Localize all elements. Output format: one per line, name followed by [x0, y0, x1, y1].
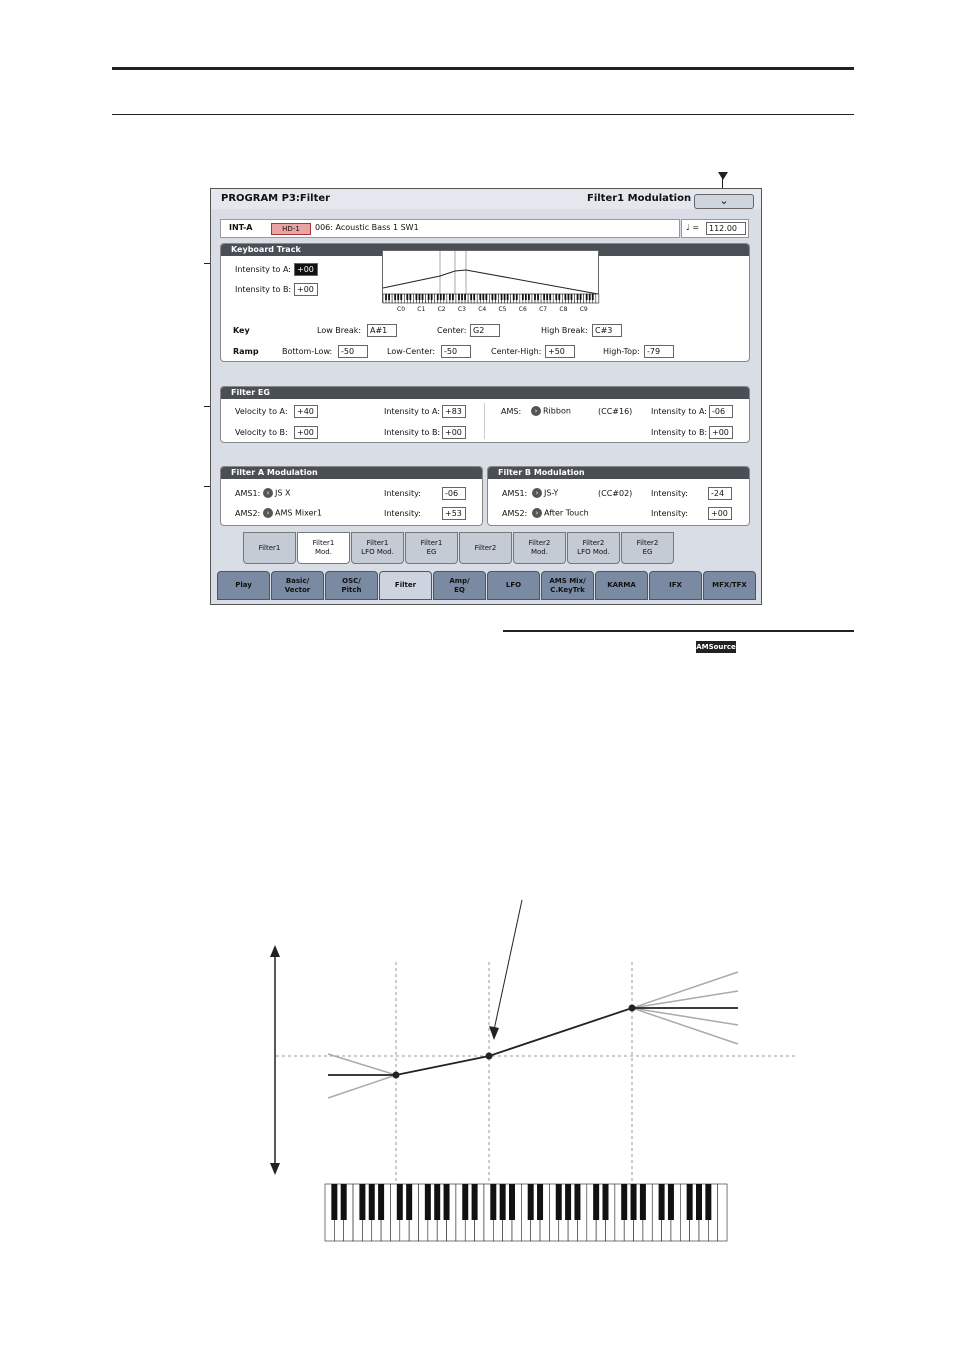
program-bank: INT-A [229, 223, 253, 232]
black-key [687, 1184, 693, 1220]
fa-ams2-select[interactable] [263, 508, 322, 518]
keyboard-track-graph [382, 250, 600, 312]
black-key [461, 294, 463, 300]
black-key [369, 1184, 375, 1220]
eg-ams-int-a-label: Intensity to A: [651, 407, 707, 416]
fb-ams2-value: After Touch [544, 508, 589, 518]
black-key [431, 294, 433, 300]
black-key [462, 1184, 468, 1220]
white-key [596, 294, 599, 303]
black-key [513, 294, 515, 300]
kt-int-b-label: Intensity to B: [235, 285, 292, 294]
black-key [419, 294, 421, 300]
subtab-filter2[interactable]: Filter2 [459, 532, 512, 564]
filter-eg-header: Filter EG [221, 387, 749, 399]
black-key [385, 294, 387, 300]
black-key [507, 294, 509, 300]
center-field[interactable]: G2 [470, 324, 500, 337]
eg-vel-b-field[interactable]: +00 [294, 426, 318, 439]
hd1-badge: HD-1 [271, 223, 311, 235]
fa-ams2-value: AMS Mixer1 [275, 508, 322, 518]
fa-ams2-int-field[interactable]: +53 [442, 507, 466, 520]
subtab-filter2-mod[interactable]: Filter2 Mod. [513, 532, 566, 564]
filter-a-mod-header: Filter A Modulation [221, 467, 482, 479]
kt-int-b-field[interactable]: +00 [294, 283, 318, 296]
fb-ams1-value: JS-Y [544, 488, 559, 498]
fb-ams2-select[interactable] [532, 508, 589, 518]
black-key [437, 294, 439, 300]
black-key [485, 294, 487, 300]
octave-label: C9 [579, 306, 588, 313]
tab-ams-mix[interactable]: AMS Mix/ C.KeyTrk [541, 571, 594, 600]
high-top-label: High-Top: [603, 347, 640, 356]
page-menu-callout-arrow [716, 172, 730, 182]
black-key [495, 294, 497, 300]
eg-vel-a-label: Velocity to A: [235, 407, 288, 416]
tab-lfo[interactable]: LFO [487, 571, 540, 600]
octave-label: C4 [478, 306, 487, 313]
black-key [479, 294, 481, 300]
high-break-field[interactable]: C#3 [592, 324, 622, 337]
subtab-filter2-lfo-mod[interactable]: Filter2 LFO Mod. [567, 532, 620, 564]
chevron-right-icon: › [263, 508, 273, 518]
tab-amp-eq[interactable]: Amp/ EQ [433, 571, 486, 600]
high-break-label: High Break: [541, 326, 588, 335]
center-high-field[interactable]: +50 [545, 345, 575, 358]
filter-a-mod-section [220, 466, 483, 526]
eg-int-b-field[interactable]: +00 [442, 426, 466, 439]
program-select[interactable] [220, 219, 680, 238]
kt-int-a-field[interactable]: +00 [294, 263, 318, 276]
tempo-symbol: ♩ = [686, 223, 700, 232]
eg-ams-value: Ribbon [543, 406, 571, 416]
black-key [440, 294, 442, 300]
octave-label: C6 [518, 306, 527, 313]
center-label: Center: [437, 326, 467, 335]
ramp-label: Ramp [233, 347, 259, 356]
ams-source-badge: AMSource [696, 643, 736, 651]
center-high-label: Center-High: [491, 347, 542, 356]
black-key [428, 294, 430, 300]
white-key [718, 1184, 727, 1241]
black-key [397, 294, 399, 300]
eg-int-b-label: Intensity to B: [384, 428, 441, 437]
black-key [525, 294, 527, 300]
fa-ams2-label: AMS2: [235, 509, 261, 518]
tab-mfx-tfx[interactable]: MFX/TFX [703, 571, 756, 600]
black-key [388, 294, 390, 300]
octave-label: C8 [559, 306, 568, 313]
subtab-filter1-eg[interactable]: Filter1 EG [405, 532, 458, 564]
eg-ams-int-a-field[interactable]: -06 [709, 405, 733, 418]
filter-b-mod-section [487, 466, 750, 526]
black-key [409, 294, 411, 300]
tab-ifx[interactable]: IFX [649, 571, 702, 600]
subtab-filter1[interactable]: Filter1 [243, 532, 296, 564]
black-key [603, 1184, 609, 1220]
black-key [580, 294, 582, 300]
black-key [473, 294, 475, 300]
black-key [416, 294, 418, 300]
fa-ams1-int-label: Intensity: [384, 489, 421, 498]
fa-ams2-int-label: Intensity: [384, 509, 421, 518]
fb-ams2-int-field[interactable]: +00 [708, 507, 732, 520]
keyboard-track-section [220, 243, 750, 362]
eg-vel-b-label: Velocity to B: [235, 428, 288, 437]
black-key [452, 294, 454, 300]
black-key [341, 1184, 347, 1220]
bottom-low-label: Bottom-Low: [282, 347, 333, 356]
kt-int-a-label: Intensity to A: [235, 265, 291, 274]
header-rule [112, 114, 854, 115]
eg-ams-select[interactable] [531, 406, 571, 416]
black-key [558, 294, 560, 300]
black-key [543, 294, 545, 300]
tab-osc-pitch[interactable]: OSC/ Pitch [325, 571, 378, 600]
fa-ams1-int-field[interactable]: -06 [442, 487, 466, 500]
fa-ams1-select[interactable] [263, 488, 290, 498]
filter-b-mod-header: Filter B Modulation [488, 467, 749, 479]
eg-int-a-label: Intensity to A: [384, 407, 440, 416]
subtab-filter1-mod[interactable]: Filter1 Mod. [297, 532, 350, 564]
black-key [509, 1184, 515, 1220]
chevron-right-icon: › [532, 488, 542, 498]
octave-label: C7 [539, 306, 548, 313]
black-key [516, 294, 518, 300]
page-title: PROGRAM P3:Filter [221, 193, 331, 204]
octave-label: C2 [437, 306, 446, 313]
octave-label: C0 [397, 306, 406, 313]
fb-ams2-int-label: Intensity: [651, 509, 688, 518]
filter-eg-section [220, 386, 750, 443]
black-key [528, 294, 530, 300]
black-key [482, 294, 484, 300]
black-key [444, 1184, 450, 1220]
black-key [359, 1184, 365, 1220]
black-key [394, 294, 396, 300]
fb-ams1-select[interactable] [532, 488, 558, 498]
eg-int-a-field[interactable]: +83 [442, 405, 466, 418]
low-center-field[interactable]: -50 [441, 345, 471, 358]
black-key [470, 294, 472, 300]
black-key [422, 294, 424, 300]
black-key [537, 1184, 543, 1220]
eg-ams-int-b-field[interactable]: +00 [709, 426, 733, 439]
black-key [640, 1184, 646, 1220]
black-key [492, 294, 494, 300]
top-rule [112, 67, 854, 70]
eg-divider [484, 403, 485, 439]
black-key [659, 1184, 665, 1220]
octave-label: C1 [417, 306, 426, 313]
black-key [534, 294, 536, 300]
low-break-label: Low Break: [317, 326, 362, 335]
black-key [425, 1184, 431, 1220]
eg-ams-label: AMS: [501, 407, 522, 416]
black-key [621, 1184, 627, 1220]
low-break-field[interactable]: A#1 [367, 324, 397, 337]
black-key [668, 1184, 674, 1220]
black-key [449, 294, 451, 300]
fb-ams1-int-label: Intensity: [651, 489, 688, 498]
black-key [434, 1184, 440, 1220]
program-filter-screen [210, 188, 762, 605]
tempo-field[interactable] [681, 219, 749, 238]
octave-label: C3 [457, 306, 466, 313]
black-key [490, 1184, 496, 1220]
subtab-filter2-eg[interactable]: Filter2 EG [621, 532, 674, 564]
eg-ams-cc: (CC#16) [598, 407, 633, 416]
black-key [378, 1184, 384, 1220]
tab-basic-vector[interactable]: Basic/ Vector [271, 571, 324, 600]
fb-ams1-int-field[interactable]: -24 [708, 487, 732, 500]
black-key [406, 1184, 412, 1220]
program-name: 006: Acoustic Bass 1 SW1 [315, 223, 419, 232]
black-key [400, 294, 402, 300]
black-key [696, 1184, 702, 1220]
black-key [406, 294, 408, 300]
fb-ams1-label: AMS1: [502, 489, 528, 498]
black-key [458, 294, 460, 300]
low-center-label: Low-Center: [387, 347, 436, 356]
black-key [589, 294, 591, 300]
black-key [537, 294, 539, 300]
tab-play[interactable]: Play [217, 571, 270, 600]
eg-ams-int-b-label: Intensity to B: [651, 428, 708, 437]
black-key [397, 1184, 403, 1220]
section-rule [503, 630, 854, 632]
chevron-right-icon: › [263, 488, 273, 498]
tab-filter[interactable]: Filter [379, 571, 432, 600]
black-key [546, 294, 548, 300]
black-key [574, 1184, 580, 1220]
black-key [631, 1184, 637, 1220]
black-key [501, 294, 503, 300]
black-key [549, 294, 551, 300]
black-key [568, 294, 570, 300]
chevron-down-icon: ⌄ [719, 194, 729, 207]
bottom-low-field[interactable]: -50 [338, 345, 368, 358]
black-key [577, 294, 579, 300]
black-key [593, 1184, 599, 1220]
black-key [331, 1184, 337, 1220]
black-key [522, 294, 524, 300]
black-key [464, 294, 466, 300]
fb-ams2-label: AMS2: [502, 509, 528, 518]
high-top-field[interactable]: -79 [644, 345, 674, 358]
black-key [565, 294, 567, 300]
black-key [500, 1184, 506, 1220]
fa-ams1-value: JS X [275, 488, 291, 498]
octave-label: C5 [498, 306, 507, 313]
tab-karma[interactable]: KARMA [595, 571, 648, 600]
black-key [555, 294, 557, 300]
keyboard-track-header: Keyboard Track [221, 244, 749, 256]
chevron-right-icon: › [531, 406, 541, 416]
subtab-filter1-lfo-mod[interactable]: Filter1 LFO Mod. [351, 532, 404, 564]
black-key [556, 1184, 562, 1220]
key-label: Key [233, 326, 250, 335]
page-name: Filter1 Modulation [587, 193, 692, 204]
black-key [592, 294, 594, 300]
black-key [705, 1184, 711, 1220]
black-key [472, 1184, 478, 1220]
black-key [504, 294, 506, 300]
tempo-value[interactable]: 112.00 [706, 222, 746, 235]
black-key [443, 294, 445, 300]
chevron-right-icon: › [532, 508, 542, 518]
black-key [528, 1184, 534, 1220]
black-key [565, 1184, 571, 1220]
fb-ams1-cc: (CC#02) [598, 489, 633, 498]
keyboard-track-diagram [260, 895, 820, 1250]
fa-ams1-label: AMS1: [235, 489, 261, 498]
eg-vel-a-field[interactable]: +40 [294, 405, 318, 418]
black-key [571, 294, 573, 300]
black-key [586, 294, 588, 300]
page-menu-button[interactable] [694, 194, 754, 209]
